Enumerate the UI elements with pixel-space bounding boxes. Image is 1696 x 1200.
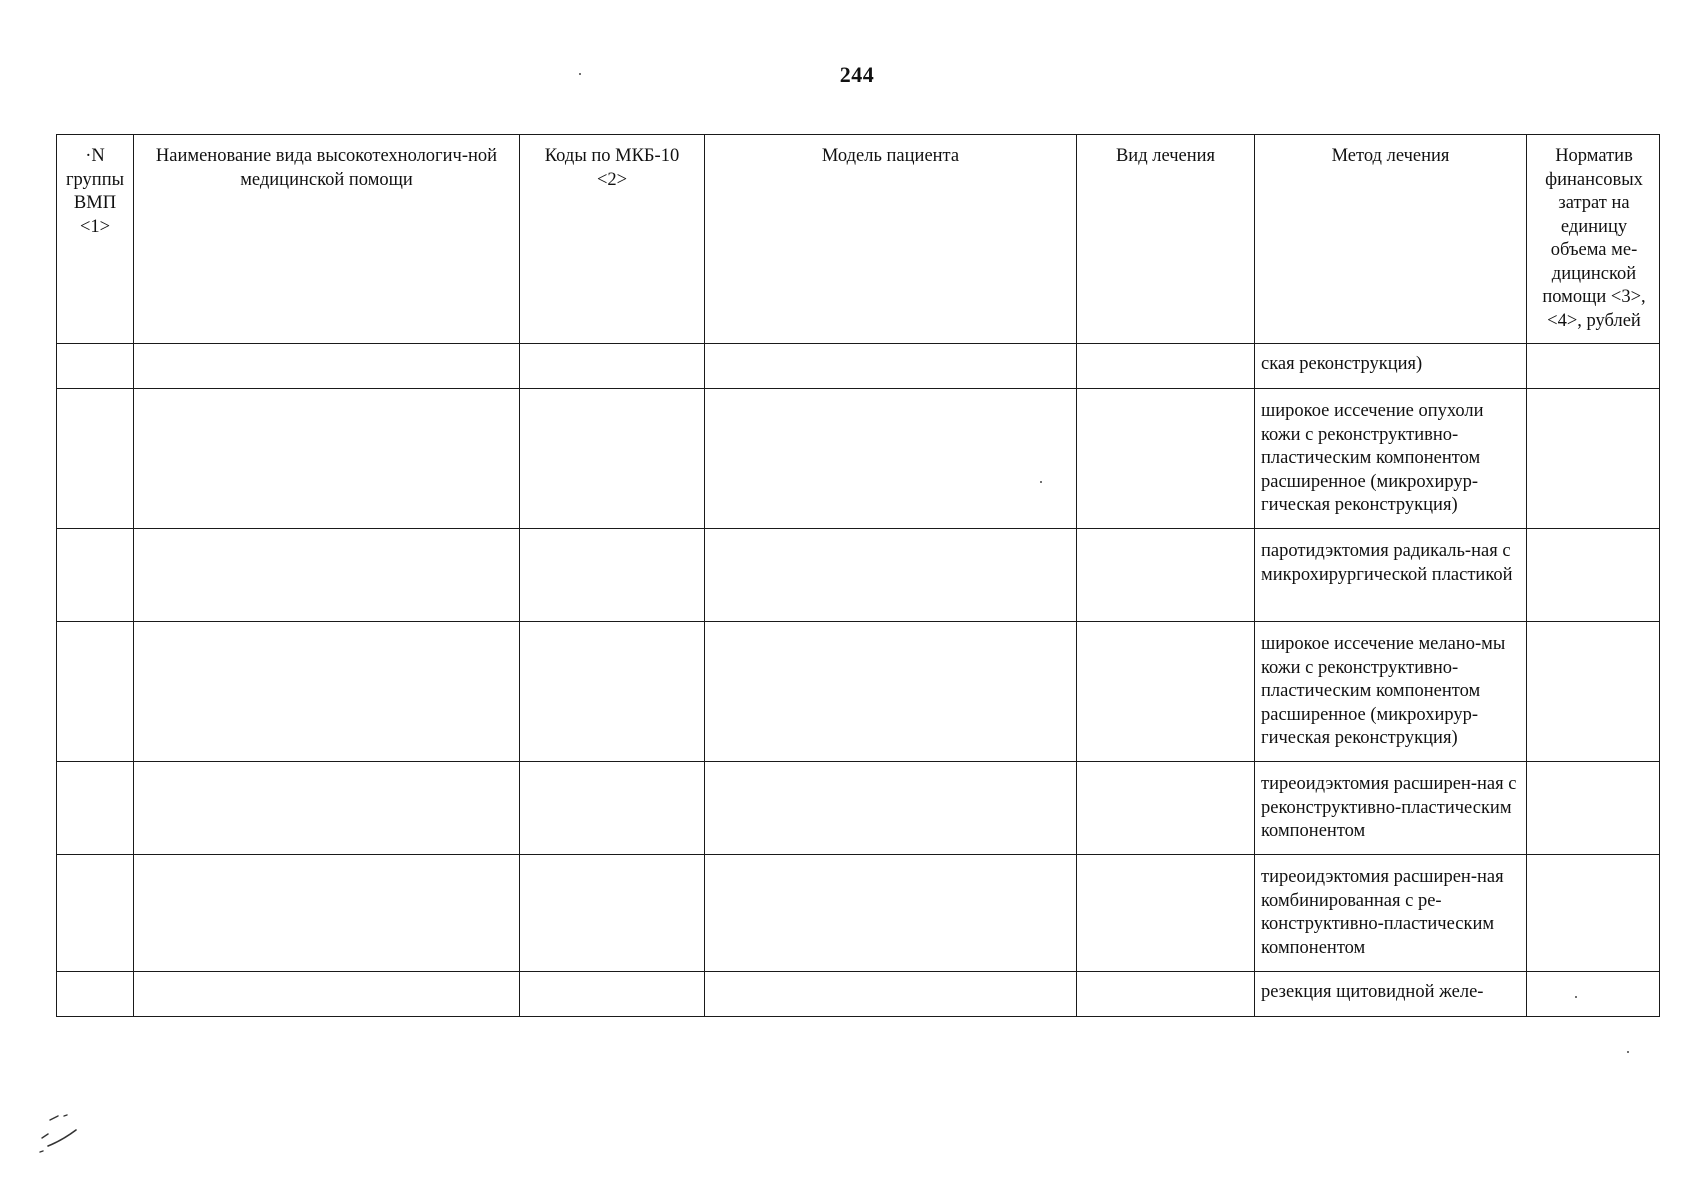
cell-treatment-method: тиреоидэктомия расширен-ная комбинированная с ре-конструктивно-пластическим компонентом: [1255, 855, 1527, 972]
scan-speck: [1575, 996, 1577, 998]
cell-icd-codes: [520, 344, 705, 389]
cell-care-type-name: [134, 622, 520, 762]
cell-treatment-method: широкое иссечение мелано-мы кожи с реконструктивно-пластическим компонентом расширенное (микрохирур-гическая реконструкция): [1255, 622, 1527, 762]
cell-group-number: [57, 529, 134, 622]
cell-patient-model: [705, 389, 1077, 529]
cell-care-type-name: [134, 855, 520, 972]
pen-mark-scribble: [36, 1112, 92, 1158]
cell-treatment-type: [1077, 529, 1255, 622]
table-row: [57, 529, 1660, 622]
cell-treatment-type: [1077, 389, 1255, 529]
cell-patient-model: [705, 344, 1077, 389]
cell-group-number: [57, 855, 134, 972]
cell-group-number: [57, 344, 134, 389]
header-group-number: ·N группы ВМП <1>: [57, 135, 134, 344]
cell-patient-model: [705, 972, 1077, 1017]
table-row: [57, 762, 1660, 855]
cell-treatment-type: [1077, 972, 1255, 1017]
cell-treatment-type: [1077, 855, 1255, 972]
cell-patient-model: [705, 762, 1077, 855]
cell-icd-codes: [520, 762, 705, 855]
cell-cost-standard: [1527, 529, 1660, 622]
cell-treatment-method: паротидэктомия радикаль-ная с микрохирургической пластикой: [1255, 529, 1527, 622]
cell-care-type-name: [134, 344, 520, 389]
cell-treatment-method: ская реконструкция): [1255, 344, 1527, 389]
scan-speck: [1040, 481, 1042, 483]
cell-cost-standard: [1527, 622, 1660, 762]
cell-care-type-name: [134, 972, 520, 1017]
table-row: [57, 855, 1660, 972]
cell-group-number: [57, 972, 134, 1017]
header-cost-standard: Норматив финансовых затрат на единицу объема ме-дицинской помощи <3>, <4>, рублей: [1527, 135, 1660, 344]
header-icd-codes: Коды по МКБ-10 <2>: [520, 135, 705, 344]
cell-icd-codes: [520, 622, 705, 762]
cell-icd-codes: [520, 855, 705, 972]
page-number: 244: [839, 62, 875, 87]
cell-cost-standard: [1527, 389, 1660, 529]
cell-patient-model: [705, 622, 1077, 762]
scan-speck: [579, 73, 581, 75]
header-treatment-method: Метод лечения: [1255, 135, 1527, 344]
cell-care-type-name: [134, 529, 520, 622]
cell-icd-codes: [520, 529, 705, 622]
cell-cost-standard: [1527, 855, 1660, 972]
header-patient-model: Модель пациента: [705, 135, 1077, 344]
table-row: [57, 344, 1660, 389]
cell-group-number: [57, 389, 134, 529]
cell-treatment-type: [1077, 762, 1255, 855]
cell-icd-codes: [520, 972, 705, 1017]
cell-treatment-method: резекция щитовидной желе-: [1255, 972, 1527, 1017]
cell-treatment-type: [1077, 344, 1255, 389]
cell-treatment-method: широкое иссечение опухоли кожи с реконструктивно-пластическим компонентом расширенное (микрохирур-гическая реконструкция): [1255, 389, 1527, 529]
table-row: [57, 389, 1660, 529]
cell-cost-standard: [1527, 972, 1660, 1017]
cell-care-type-name: [134, 389, 520, 529]
cell-care-type-name: [134, 762, 520, 855]
cell-group-number: [57, 622, 134, 762]
table-row: [57, 622, 1660, 762]
vmp-table: [56, 134, 1660, 1017]
cell-cost-standard: [1527, 762, 1660, 855]
cell-cost-standard: [1527, 344, 1660, 389]
scan-speck: [1627, 1051, 1629, 1053]
table-header-row: [57, 135, 1660, 344]
header-treatment-type: Вид лечения: [1077, 135, 1255, 344]
table-row: [57, 972, 1660, 1017]
cell-group-number: [57, 762, 134, 855]
header-care-type-name: Наименование вида высокотехнологич-ной медицинской помощи: [134, 135, 520, 344]
cell-treatment-type: [1077, 622, 1255, 762]
cell-treatment-method: тиреоидэктомия расширен-ная с реконструктивно-пластическим компонентом: [1255, 762, 1527, 855]
cell-patient-model: [705, 855, 1077, 972]
cell-icd-codes: [520, 389, 705, 529]
cell-patient-model: [705, 529, 1077, 622]
